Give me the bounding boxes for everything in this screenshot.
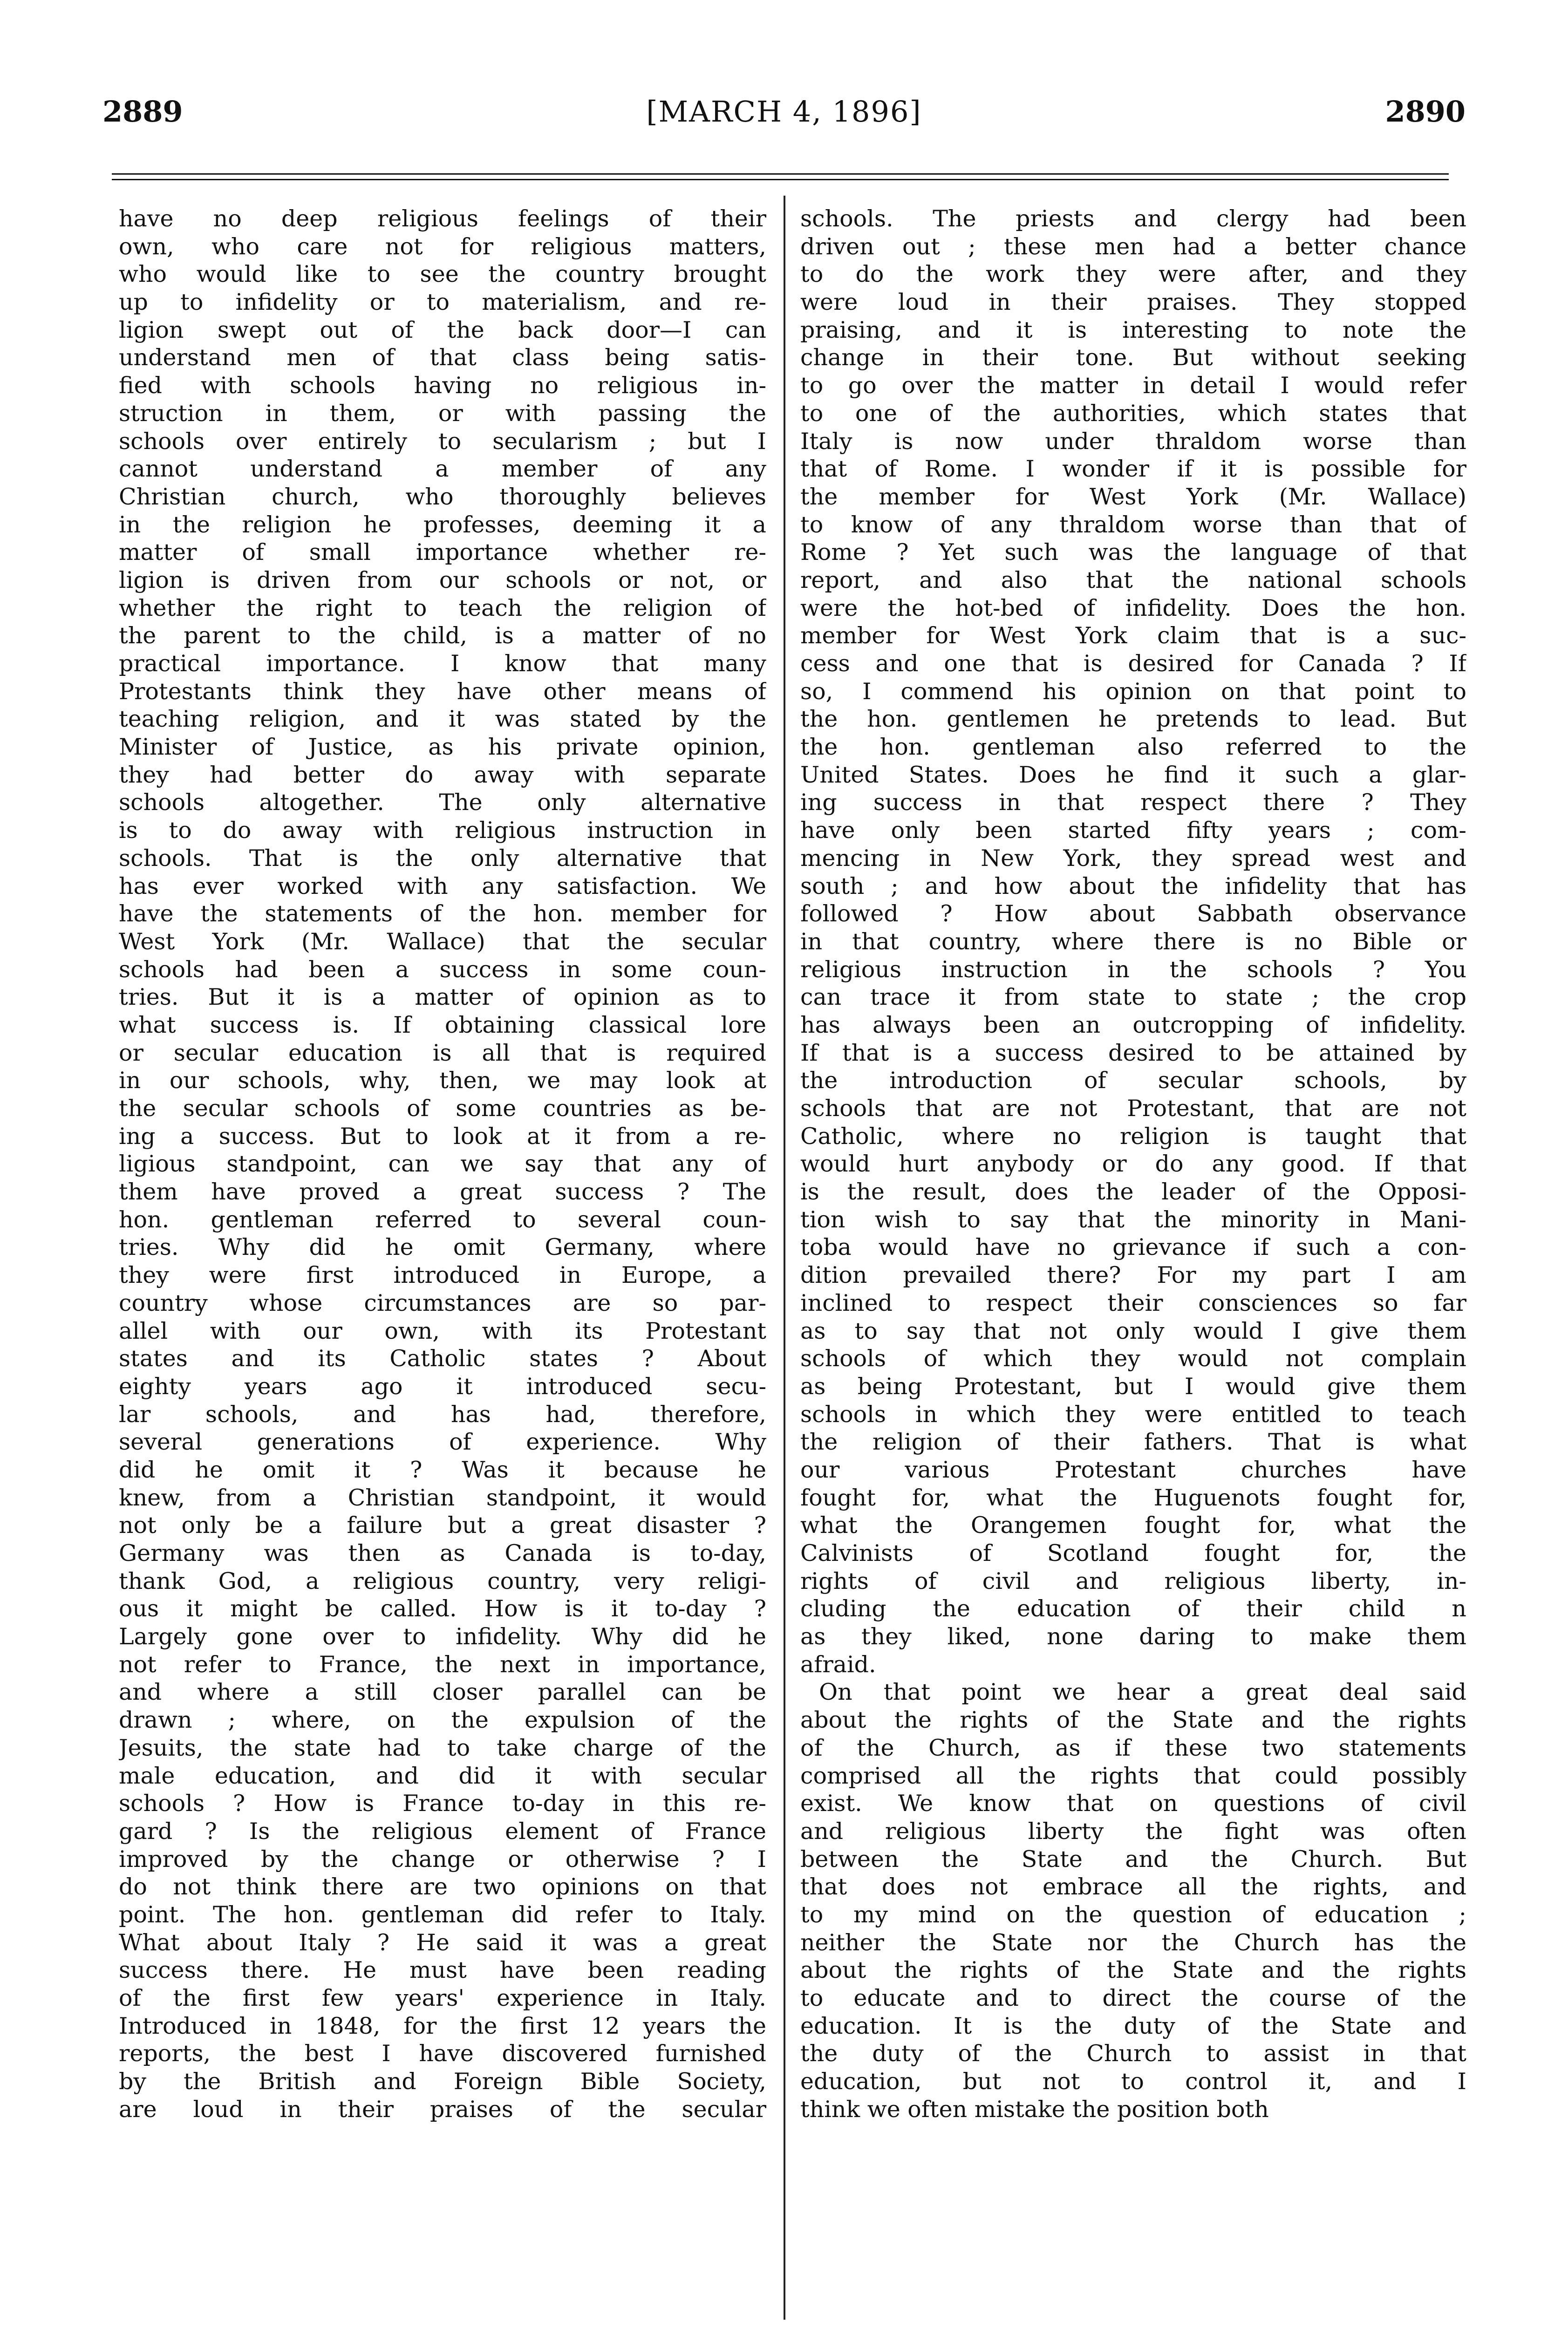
text-line: comprised all the rights that could possibly [800, 1762, 1466, 1789]
text-line: in our schools, why, then, we may look at [119, 1067, 766, 1094]
text-line: ligion is driven from our schools or not, or [119, 566, 766, 593]
text-line: success there. He must have been reading [119, 1957, 766, 1984]
text-line: schools in which they were entitled to teach [800, 1401, 1466, 1428]
text-line: would hurt anybody or do any good. If that [800, 1151, 1466, 1178]
text-line: country whose circumstances are so par- [119, 1289, 766, 1316]
text-line: Rome ? Yet such was the language of that [800, 539, 1466, 566]
text-line: have only been started fifty years ; com- [800, 817, 1466, 844]
text-line: driven out ; these men had a better chance [800, 233, 1466, 260]
text-line: hon. gentleman referred to several coun- [119, 1206, 766, 1233]
text-line: several generations of experience. Why [119, 1429, 766, 1456]
text-line: allel with our own, with its Protestant [119, 1317, 766, 1344]
left-page-number: 2889 [102, 95, 183, 129]
text-line: Jesuits, the state had to take charge of the [119, 1734, 766, 1761]
text-line: eighty years ago it introduced secu- [119, 1373, 766, 1400]
text-line: reports, the best I have discovered furnished [119, 2040, 766, 2067]
text-line: Italy is now under thraldom worse than [800, 428, 1466, 455]
text-line: are loud in their praises of the secular [119, 2096, 766, 2123]
text-line: struction in them, or with passing the [119, 400, 766, 427]
text-line: schools. The priests and clergy had been [800, 205, 1466, 232]
text-line: about the rights of the State and the rights [800, 1707, 1466, 1734]
page-date-title: [MARCH 4, 1896] [646, 95, 922, 129]
text-line: ous it might be called. How is it to-day ? [119, 1595, 766, 1622]
header-rule-top [112, 173, 1449, 175]
text-line: them have proved a great success ? The [119, 1178, 766, 1205]
text-line: schools ? How is France to-day in this re- [119, 1790, 766, 1817]
text-line: and religious liberty the fight was often [800, 1818, 1466, 1845]
text-line: tion wish to say that the minority in Mani- [800, 1206, 1466, 1233]
text-line: United States. Does he find it such a glar- [800, 761, 1466, 788]
text-line: schools of which they would not complain [800, 1345, 1466, 1372]
text-line: our various Protestant churches have [800, 1456, 1466, 1483]
header-rule-bottom [112, 179, 1449, 180]
text-line: about the rights of the State and the rights [800, 1957, 1466, 1984]
text-line: lar schools, and has had, therefore, [119, 1401, 766, 1428]
text-line: Minister of Justice, as his private opinion, [119, 734, 766, 761]
text-line: have the statements of the hon. member for [119, 900, 766, 927]
text-line: south ; and how about the infidelity that has [800, 872, 1466, 899]
text-line: did he omit it ? Was it because he [119, 1456, 766, 1483]
text-line: point. The hon. gentleman did refer to Italy. [119, 1901, 766, 1928]
text-line: the hon. gentlemen he pretends to lead. But [800, 706, 1466, 733]
text-line: schools altogether. The only alternative [119, 789, 766, 816]
text-line: between the State and the Church. But [800, 1845, 1466, 1873]
text-line: has ever worked with any satisfaction. We [119, 872, 766, 899]
text-line: fought for, what the Huguenots fought for, [800, 1484, 1466, 1511]
text-line: followed ? How about Sabbath observance [800, 900, 1466, 927]
text-line: education, but not to control it, and I [800, 2068, 1466, 2095]
column-divider [784, 196, 785, 2320]
text-line: religious instruction in the schools ? You [800, 956, 1466, 983]
text-line: own, who care not for religious matters, [119, 233, 766, 260]
text-line: cluding the education of their child n [800, 1595, 1466, 1622]
text-line: to educate and to direct the course of the [800, 1985, 1466, 2011]
text-line: to do the work they were after, and they [800, 261, 1466, 288]
text-line: schools had been a success in some coun- [119, 956, 766, 983]
text-line: not refer to France, the next in importance, [119, 1651, 766, 1678]
text-line: What about Italy ? He said it was a great [119, 1929, 766, 1956]
text-line: member for West York claim that is a suc- [800, 622, 1466, 649]
text-line: can trace it from state to state ; the crop [800, 984, 1466, 1011]
text-line: the religion of their fathers. That is what [800, 1429, 1466, 1456]
right-page-number: 2890 [1385, 95, 1466, 129]
text-line: drawn ; where, on the expulsion of the [119, 1707, 766, 1734]
text-line: rights of civil and religious liberty, in- [800, 1567, 1466, 1594]
text-line: who would like to see the country brought [119, 261, 766, 288]
text-line: Germany was then as Canada is to-day, [119, 1540, 766, 1566]
text-line: the introduction of secular schools, by [800, 1067, 1466, 1094]
text-line: understand men of that class being satis- [119, 344, 766, 371]
text-line: what the Orangemen fought for, what the [800, 1512, 1466, 1539]
text-line: of the first few years' experience in Italy. [119, 1985, 766, 2011]
text-line: practical importance. I know that many [119, 650, 766, 677]
text-line: ligious standpoint, can we say that any of [119, 1151, 766, 1178]
text-line: Introduced in 1848, for the first 12 years the [119, 2012, 766, 2039]
text-line: Largely gone over to infidelity. Why did he [119, 1623, 766, 1650]
text-line: toba would have no grievance if such a con- [800, 1234, 1466, 1261]
text-line: they were first introduced in Europe, a [119, 1262, 766, 1289]
text-line: the parent to the child, is a matter of no [119, 622, 766, 649]
text-line: the member for West York (Mr. Wallace) [800, 483, 1466, 510]
text-line: teaching religion, and it was stated by the [119, 706, 766, 733]
text-line: ing a success. But to look at it from a re- [119, 1123, 766, 1150]
text-line: is the result, does the leader of the Opposi- [800, 1178, 1466, 1205]
text-line: the secular schools of some countries as be- [119, 1095, 766, 1122]
text-line: not only be a failure but a great disaster ? [119, 1512, 766, 1539]
text-line: If that is a success desired to be attained by [800, 1039, 1466, 1066]
text-line: On that point we hear a great deal said [819, 1679, 1466, 1706]
text-line: afraid. [800, 1651, 876, 1678]
text-line: schools. That is the only alternative that [119, 844, 766, 872]
right-text-column [800, 205, 1466, 2320]
text-line: schools that are not Protestant, that are not [800, 1095, 1466, 1122]
text-line: matter of small importance whether re- [119, 539, 766, 566]
text-line: so, I commend his opinion on that point to [800, 678, 1466, 705]
text-line: they had better do away with separate [119, 761, 766, 788]
text-line: schools over entirely to secularism ; but I [119, 428, 766, 455]
text-line: that does not embrace all the rights, and [800, 1873, 1466, 1900]
text-line: in the religion he professes, deeming it a [119, 511, 766, 538]
left-text-column [119, 205, 766, 2320]
page-header [102, 93, 1466, 130]
text-line: in that country, where there is no Bible or [800, 928, 1466, 955]
text-line: gard ? Is the religious element of France [119, 1818, 766, 1845]
text-line: to know of any thraldom worse than that of [800, 511, 1466, 538]
text-line: is to do away with religious instruction in [119, 817, 766, 844]
text-line: change in their tone. But without seeking [800, 344, 1466, 371]
text-line: that of Rome. I wonder if it is possible for [800, 456, 1466, 483]
text-line: thank God, a religious country, very religi- [119, 1567, 766, 1594]
text-line: and where a still closer parallel can be [119, 1679, 766, 1706]
text-line: to go over the matter in detail I would refer [800, 372, 1466, 399]
text-line: dition prevailed there? For my part I am [800, 1262, 1466, 1289]
text-line: of the Church, as if these two statements [800, 1734, 1466, 1761]
text-line: states and its Catholic states ? About [119, 1345, 766, 1372]
text-line: or secular education is all that is required [119, 1039, 766, 1066]
text-line: fied with schools having no religious in- [119, 372, 766, 399]
text-line: Protestants think they have other means of [119, 678, 766, 705]
text-line: were loud in their praises. They stopped [800, 289, 1466, 316]
text-line: cess and one that is desired for Canada ? If [800, 650, 1466, 677]
text-line: what success is. If obtaining classical lore [119, 1011, 766, 1038]
text-line: think we often mistake the position both [800, 2096, 1269, 2123]
text-line: have no deep religious feelings of their [119, 205, 766, 232]
text-line: the hon. gentleman also referred to the [800, 734, 1466, 761]
text-line: neither the State nor the Church has the [800, 1929, 1466, 1956]
text-line: knew, from a Christian standpoint, it would [119, 1484, 766, 1511]
text-line: has always been an outcropping of infidelity. [800, 1011, 1466, 1038]
text-line: cannot understand a member of any [119, 456, 766, 483]
text-line: improved by the change or otherwise ? I [119, 1845, 766, 1873]
text-line: ligion swept out of the back door—I can [119, 316, 766, 343]
text-line: the duty of the Church to assist in that [800, 2040, 1466, 2067]
text-line: education. It is the duty of the State and [800, 2012, 1466, 2039]
text-line: whether the right to teach the religion of [119, 594, 766, 621]
text-line: inclined to respect their consciences so far [800, 1289, 1466, 1316]
text-line: tries. But it is a matter of opinion as to [119, 984, 766, 1011]
text-line: as to say that not only would I give them [800, 1317, 1466, 1344]
text-line: to my mind on the question of education ; [800, 1901, 1466, 1928]
text-line: West York (Mr. Wallace) that the secular [119, 928, 766, 955]
text-line: Catholic, where no religion is taught that [800, 1123, 1466, 1150]
text-line: report, and also that the national schools [800, 566, 1466, 593]
text-line: Christian church, who thoroughly believes [119, 483, 766, 510]
text-line: do not think there are two opinions on that [119, 1873, 766, 1900]
text-line: Calvinists of Scotland fought for, the [800, 1540, 1466, 1566]
text-line: tries. Why did he omit Germany, where [119, 1234, 766, 1261]
text-line: mencing in New York, they spread west and [800, 844, 1466, 872]
text-line: praising, and it is interesting to note the [800, 316, 1466, 343]
text-line: as being Protestant, but I would give them [800, 1373, 1466, 1400]
text-line: as they liked, none daring to make them [800, 1623, 1466, 1650]
text-line: male education, and did it with secular [119, 1762, 766, 1789]
text-line: ing success in that respect there ? They [800, 789, 1466, 816]
text-line: were the hot-bed of infidelity. Does the hon. [800, 594, 1466, 621]
text-line: exist. We know that on questions of civil [800, 1790, 1466, 1817]
text-line: by the British and Foreign Bible Society, [119, 2068, 766, 2095]
text-line: up to infidelity or to materialism, and re- [119, 289, 766, 316]
text-line: to one of the authorities, which states that [800, 400, 1466, 427]
